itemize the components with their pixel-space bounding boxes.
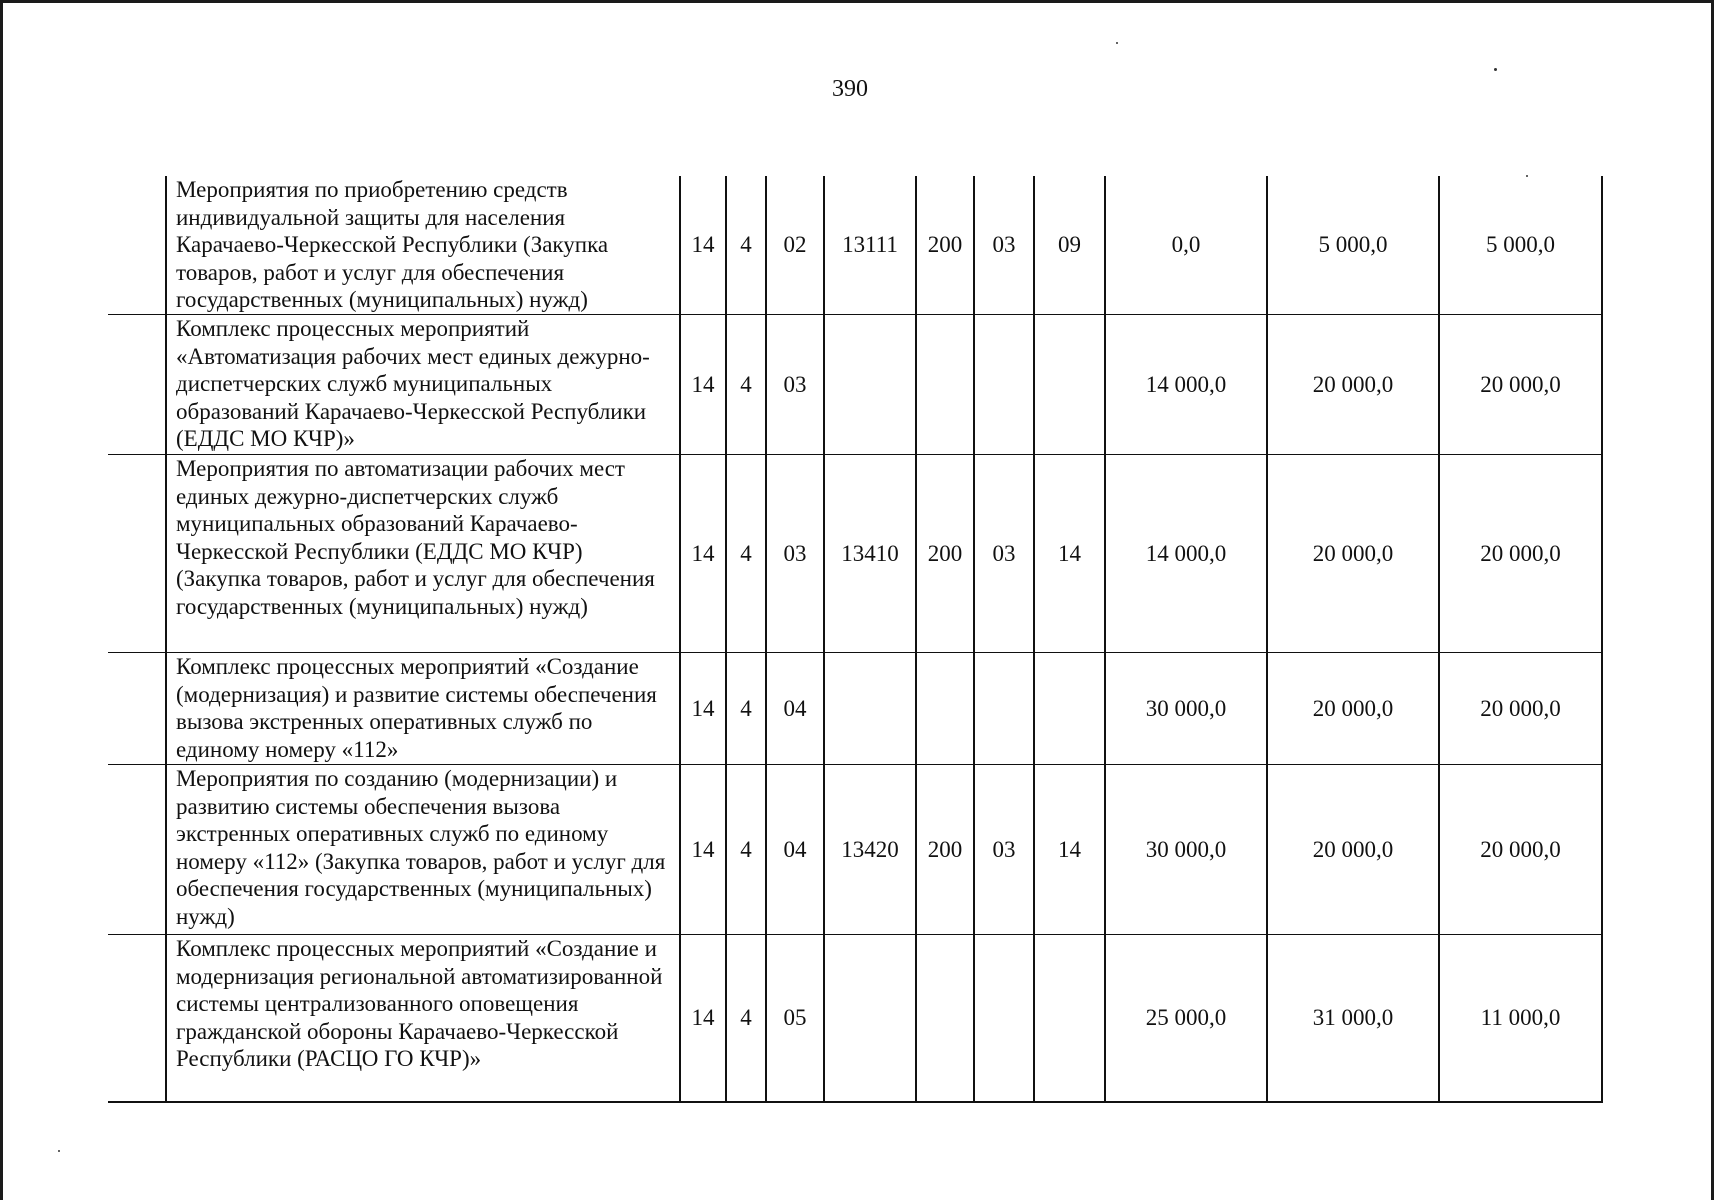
pr-cell: 09 [1034,176,1105,314]
rz-cell [974,652,1034,764]
element-cell: 03 [766,454,824,652]
row-number-cell [108,454,166,652]
vr-cell: 200 [916,176,974,314]
program-cell: 14 [680,454,726,652]
scan-border-left [0,0,3,1200]
rz-cell [974,314,1034,454]
amount-3-cell: 5 000,0 [1439,176,1602,314]
scan-speck [58,1150,60,1152]
row-number-cell [108,652,166,764]
row-number-cell [108,934,166,1102]
pr-cell [1034,652,1105,764]
scan-speck [1526,175,1528,177]
amount-2-cell: 31 000,0 [1267,934,1439,1102]
rz-cell: 03 [974,764,1034,934]
type-cell: 4 [726,176,766,314]
table-row [108,314,1602,454]
type-cell: 4 [726,314,766,454]
vr-cell: 200 [916,764,974,934]
table-row [108,652,1602,764]
row-name-cell: Мероприятия по приобретению средств индивидуальной защиты для населения Карачаево-Черкесской Республики (Закупка товаров, работ и услуг для обеспечения государственных (муниципальных) нужд) [166,176,680,314]
amount-1-cell: 0,0 [1105,176,1267,314]
amount-1-cell: 30 000,0 [1105,652,1267,764]
amount-3-cell: 20 000,0 [1439,314,1602,454]
element-cell: 04 [766,764,824,934]
amount-3-cell: 11 000,0 [1439,934,1602,1102]
type-cell: 4 [726,454,766,652]
row-name-cell: Комплекс процессных мероприятий «Создание (модернизация) и развитие системы обеспечения вызова экстренных оперативных служб по единому номеру «112» [166,652,680,764]
element-cell: 02 [766,176,824,314]
amount-3-cell: 20 000,0 [1439,652,1602,764]
amount-1-cell: 14 000,0 [1105,454,1267,652]
direction-cell [824,652,916,764]
element-cell: 04 [766,652,824,764]
program-cell: 14 [680,652,726,764]
pr-cell [1034,314,1105,454]
amount-3-cell: 20 000,0 [1439,764,1602,934]
element-cell: 05 [766,934,824,1102]
row-name-cell: Комплекс процессных мероприятий «Создание и модернизация региональной автоматизированной системы централизованного оповещения гражданской обороны Карачаево-Черкесской Республики (РАСЦО ГО КЧР)» [166,934,680,1102]
pr-cell [1034,934,1105,1102]
table-row [108,176,1602,314]
type-cell: 4 [726,764,766,934]
direction-cell [824,934,916,1102]
element-cell: 03 [766,314,824,454]
row-name-cell: Мероприятия по созданию (модернизации) и развитию системы обеспечения вызова экстренных оперативных служб по единому номеру «112» (Закупка товаров, работ и услуг для обеспечения государственных (муниципальных) нужд) [166,764,680,934]
table-row [108,764,1602,934]
rz-cell: 03 [974,454,1034,652]
type-cell: 4 [726,652,766,764]
program-cell: 14 [680,934,726,1102]
amount-2-cell: 20 000,0 [1267,652,1439,764]
direction-cell [824,314,916,454]
row-number-cell [108,314,166,454]
vr-cell: 200 [916,454,974,652]
scan-border-top [0,0,1714,3]
vr-cell [916,652,974,764]
rz-cell [974,934,1034,1102]
vr-cell [916,934,974,1102]
scan-speck [1494,68,1497,71]
amount-1-cell: 14 000,0 [1105,314,1267,454]
row-number-cell [108,764,166,934]
row-name-cell: Мероприятия по автоматизации рабочих мест единых дежурно-диспетчерских служб муниципальных образований Карачаево-Черкесской Республики (ЕДДС МО КЧР) (Закупка товаров, работ и услуг для обеспечения государственных (муниципальных) нужд) [166,454,680,652]
amount-3-cell: 20 000,0 [1439,454,1602,652]
amount-1-cell: 25 000,0 [1105,934,1267,1102]
direction-cell: 13410 [824,454,916,652]
direction-cell: 13111 [824,176,916,314]
direction-cell: 13420 [824,764,916,934]
table-row [108,934,1602,1102]
program-cell: 14 [680,764,726,934]
budget-table [108,176,1603,1103]
pr-cell: 14 [1034,454,1105,652]
row-name-cell: Комплекс процессных мероприятий «Автоматизация рабочих мест единых дежурно-диспетчерских служб муниципальных образований Карачаево-Черкесской Республики (ЕДДС МО КЧР)» [166,314,680,454]
amount-2-cell: 20 000,0 [1267,314,1439,454]
program-cell: 14 [680,176,726,314]
type-cell: 4 [726,934,766,1102]
scan-speck [1116,42,1118,44]
amount-1-cell: 30 000,0 [1105,764,1267,934]
page-number: 390 [832,76,868,102]
row-number-cell [108,176,166,314]
table-row [108,454,1602,652]
pr-cell: 14 [1034,764,1105,934]
program-cell: 14 [680,314,726,454]
vr-cell [916,314,974,454]
amount-2-cell: 5 000,0 [1267,176,1439,314]
rz-cell: 03 [974,176,1034,314]
amount-2-cell: 20 000,0 [1267,764,1439,934]
amount-2-cell: 20 000,0 [1267,454,1439,652]
